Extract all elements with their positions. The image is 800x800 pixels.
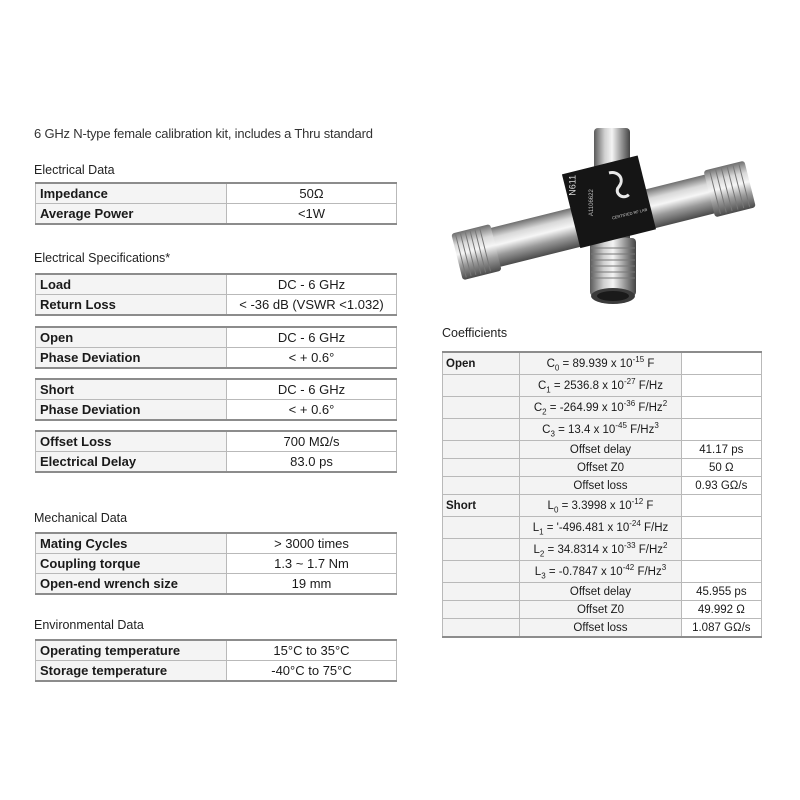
electrical-delay-value: 83.0 ps [227,452,397,473]
c0-value: $C_0 = 89.939$ x $10^{-15}$ F [520,352,681,375]
electrical-data-heading: Electrical Data [34,163,115,177]
open-offset-delay-value: 41.17 ps [681,441,761,459]
average-power-value: <1W [227,204,397,225]
short-offset-z0-label: Offset Z0 [520,601,681,619]
table-row [36,274,397,295]
electrical-delay-label: Electrical Delay [36,452,227,473]
load-value: DC - 6 GHz [227,274,397,295]
open-offset-z0-value: 50 Ω [681,459,761,477]
short-offset-z0-value: 49.992 Ω [681,601,761,619]
open-offset-delay-label: Offset delay [520,441,681,459]
table-row [443,477,762,495]
table-row [443,459,762,477]
table-row [443,375,762,397]
short-offset-delay-value: 45.955 ps [681,583,761,601]
table-row [443,561,762,583]
open-offset-z0-label: Offset Z0 [520,459,681,477]
impedance-label: Impedance [36,183,227,204]
short-coef-label: Short [443,495,520,517]
l3-value: $L_3 = -0.7847$ x $10^{-42}$ F/Hz$^3$ [520,561,681,583]
table-row [36,400,397,421]
offset-spec-table [35,430,397,473]
open-phase-deviation-value: < + 0.6° [227,348,397,369]
open-spec-table [35,326,397,369]
calibration-kit-photo [440,118,770,318]
electrical-data-table [35,182,397,225]
offset-loss-value: 700 MΩ/s [227,431,397,452]
mechanical-data-table [35,532,397,595]
engraving-top: N611 [567,174,578,196]
table-row [443,539,762,561]
open-phase-deviation-label: Phase Deviation [36,348,227,369]
coefficients-heading: Coefficients [442,326,508,340]
offset-loss-label: Offset Loss [36,431,227,452]
storage-temp-label: Storage temperature [36,661,227,682]
table-row [443,352,762,375]
coefficients-table [442,351,762,638]
table-row [36,574,397,595]
open-offset-loss-value: 0.93 GΩ/s [681,477,761,495]
table-row [36,379,397,400]
operating-temp-label: Operating temperature [36,640,227,661]
table-row [443,619,762,638]
return-loss-value: < -36 dB (VSWR <1.032) [227,295,397,316]
c1-value: $C_1 = 2536.8$ x $10^{-27}$ F/Hz [520,375,681,397]
storage-temp-value: -40°C to 75°C [227,661,397,682]
open-label: Open [36,327,227,348]
environmental-data-table [35,639,397,682]
wrench-size-value: 19 mm [227,574,397,595]
coupling-torque-value: 1.3 ~ 1.7 Nm [227,554,397,574]
l2-value: $L_2 = 34.8314$ x $10^{-33}$ F/Hz$^2$ [520,539,681,561]
environmental-data-heading: Environmental Data [34,618,144,632]
mating-cycles-value: > 3000 times [227,533,397,554]
c3-value: $C_3 = 13.4$ x $10^{-45}$ F/Hz$^3$ [520,419,681,441]
average-power-label: Average Power [36,204,227,225]
operating-temp-value: 15°C to 35°C [227,640,397,661]
table-row [443,397,762,419]
table-row [36,295,397,316]
short-offset-loss-label: Offset loss [520,619,681,638]
mating-cycles-label: Mating Cycles [36,533,227,554]
short-offset-loss-value: 1.087 GΩ/s [681,619,761,638]
table-row [36,431,397,452]
table-row [36,452,397,473]
short-offset-delay-label: Offset delay [520,583,681,601]
short-phase-deviation-value: < + 0.6° [227,400,397,421]
table-row [36,327,397,348]
table-row [36,640,397,661]
electrical-specs-heading: Electrical Specifications* [34,251,171,265]
engraving-bottom: A1106622 [588,189,595,217]
table-row [443,441,762,459]
l1-value: $L_1$ = '-496.481 x $10^{-24}$ F/Hz [520,517,681,539]
coupling-torque-label: Coupling torque [36,554,227,574]
table-row [443,601,762,619]
short-value: DC - 6 GHz [227,379,397,400]
wrench-size-label: Open-end wrench size [36,574,227,595]
load-spec-table [35,273,397,316]
open-value: DC - 6 GHz [227,327,397,348]
table-row [443,419,762,441]
c2-value: $C_2 = -264.99$ x $10^{-36}$ F/Hz$^2$ [520,397,681,419]
short-spec-table [35,378,397,421]
short-label: Short [36,379,227,400]
table-row [36,183,397,204]
logo-text: CERTIFIED RF LAB [611,206,648,221]
open-offset-loss-label: Offset loss [520,477,681,495]
table-row [443,517,762,539]
table-row [36,204,397,225]
mechanical-data-heading: Mechanical Data [34,511,128,525]
impedance-value: 50Ω [227,183,397,204]
page-subtitle: 6 GHz N-type female calibration kit, includes a Thru standard [34,126,373,141]
table-row [443,495,762,517]
table-row [36,661,397,682]
table-row [36,554,397,574]
table-row [36,348,397,369]
open-coef-label: Open [443,352,520,375]
load-label: Load [36,274,227,295]
short-phase-deviation-label: Phase Deviation [36,400,227,421]
l0-value: $L_0 = 3.3998$ x $10^{-12}$ F [520,495,681,517]
table-row [36,533,397,554]
return-loss-label: Return Loss [36,295,227,316]
table-row [443,583,762,601]
